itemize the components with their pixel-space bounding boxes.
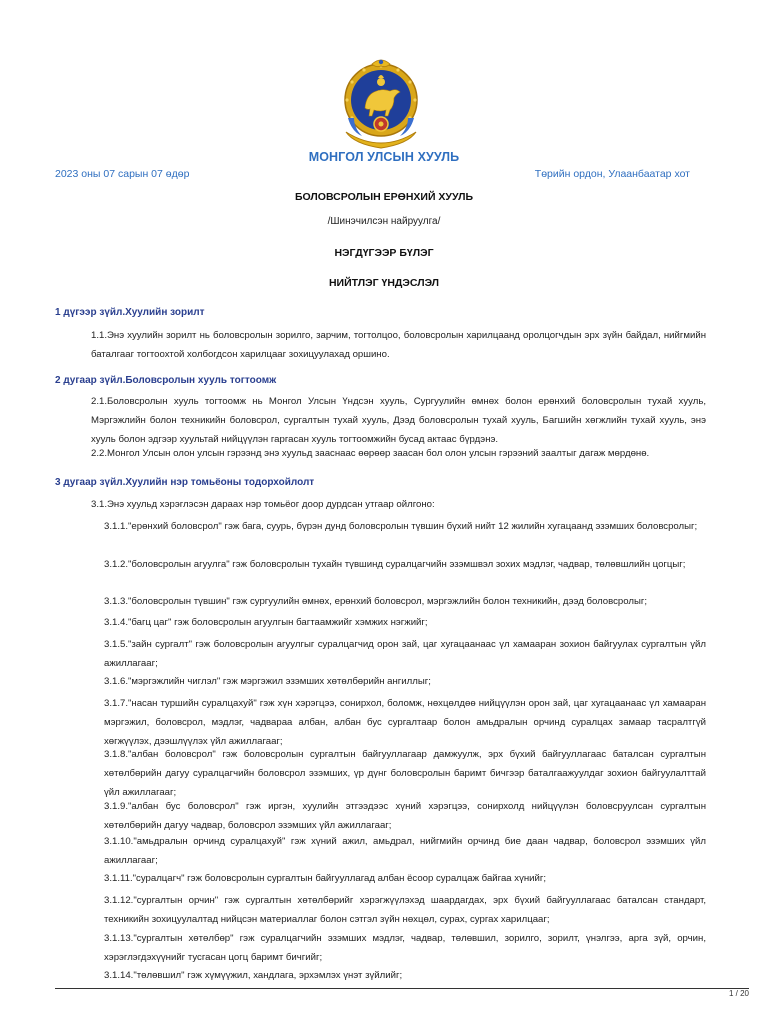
definition-3-1-6: 3.1.6."мэргэжлийн чиглэл" гэж мэргэжил эзэмших хөтөлбөрийн ангиллыг;: [104, 676, 431, 687]
definition-3-1-4: 3.1.4."багц цаг" гэж боловсролын агуулгын багтаамжийг хэмжих нэгжийг;: [104, 617, 428, 628]
definition-3-1-5: 3.1.5."зайн сургалт" гэж боловсролын агуулгыг суралцагчид орон зай, цаг хугацаанаас үл хамааран зохион байгуулах сургалтын үйл ажиллагааг;: [104, 639, 706, 669]
document-title: БОЛОВСРОЛЫН ЕРӨНХИЙ ХУУЛЬ: [294, 191, 474, 203]
adoption-place: Төрийн ордон, Улаанбаатар хот: [534, 168, 690, 180]
chapter-number: НЭГДҮГЭЭР БҮЛЭГ: [334, 247, 434, 259]
paragraph-2-2: 2.2.Монгол Улсын олон улсын гэрээнд энэ хуульд зааснаас өөрөөр заасан бол олон улсын гэрээний заалтыг дагаж мөрдөнө.: [91, 448, 650, 459]
definition-3-1-11: 3.1.11."суралцагч" гэж боловсролын сургалтын байгууллагад албан ёсоор суралцаж байгаа хүнийг;: [104, 873, 547, 884]
definition-3-1-9: 3.1.9."албан бус боловсрол" гэж иргэн, хуулийн этгээдээс хүний хэрэгцээ, сонирхолд нийцүүлэн боловсруулсан сургалтын хөтөлбөрийн дагуу чадвар, боловсрол эзэмших үйл ажиллагааг;: [104, 801, 706, 831]
article-3-heading: 3 дугаар зүйл.Хуулийн нэр томьёоны тодорхойлолт: [55, 477, 315, 488]
definition-3-1-3: 3.1.3."боловсролын түвшин" гэж сургуулийн өмнөх, ерөнхий боловсрол, мэргэжлийн болон техникийн, дээд боловсролыг;: [104, 596, 648, 607]
chapter-title: НИЙТЛЭГ ҮНДЭСЛЭЛ: [328, 277, 440, 289]
document-subtitle: /Шинэчилсэн найруулга/: [327, 216, 441, 227]
paragraph-1-1: 1.1.Энэ хуулийн зорилт нь боловсролын зорилго, зарчим, тогтолцоо, боловсролын харилцаанд оролцогчдын эрх зүйн байдал, нийгмийн баталгааг тогтоохтой холбогдсон харилцааг зохицуулахад оршино.: [91, 330, 706, 360]
footer-divider: [55, 988, 749, 989]
definition-3-1-2: 3.1.2."боловсролын агуулга" гэж боловсролын тухайн түвшинд суралцагчийн эзэмшвэл зохих мэдлэг, чадвар, төлөвшлийн цогцыг;: [104, 559, 686, 570]
definition-3-1-13: 3.1.13."сургалтын хөтөлбөр" гэж суралцагчийн эзэмших мэдлэг, чадвар, төлөвшил, зорилго, зорилт, үнэлгээ, арга зүй, орчин, хэрэглэгдэхүүнийг тусгасан цогц баримт бичгийг;: [104, 933, 706, 963]
paragraph-2-1: 2.1.Боловсролын хууль тогтоомж нь Монгол Улсын Үндсэн хууль, Сургуулийн өмнөх болон ерөнхий боловсролын тухай хууль, Мэргэжлийн болон техникийн боловсрол, сургалтын тухай хууль, Дээд боловсролын тухай хууль, Багшийн хөгжлийн тухай хууль, энэ хууль болон эдгээр хуультай нийцүүлэн гаргасан хууль тогтоомжийн бусад актаас бүрдэнэ.: [91, 396, 706, 445]
definition-3-1-7: 3.1.7."насан туршийн суралцахуй" гэж хүн хэрэгцээ, сонирхол, боломж, нөхцөлдөө нийцүүлэн орон зай, цаг хугацаанаас үл хамааран мэргэжил, боловсрол, мэдлэг, чадвараа албан, албан бус сургалтаар болон амьдралын орчинд суралцах замаар тасралтгүй хөгжүүлэх, дээшлүүлэх үйл ажиллагааг;: [104, 698, 706, 747]
adoption-date: 2023 оны 07 сарын 07 өдөр: [55, 168, 190, 180]
definition-3-1-1: 3.1.1."ерөнхий боловсрол" гэж бага, суурь, бүрэн дунд боловсролын түвшин бүхий нийт 12 жилийн хугацаанд эзэмших боловсролыг;: [104, 521, 698, 532]
article-1-heading: 1 дүгээр зүйл.Хуулийн зорилт: [55, 307, 205, 318]
article-2-heading: 2 дугаар зүйл.Боловсролын хууль тогтоомж: [55, 375, 277, 386]
law-type-title: МОНГОЛ УЛСЫН ХУУЛЬ: [308, 150, 460, 164]
paragraph-3-1: 3.1.Энэ хуульд хэрэглэсэн дараах нэр томьёог доор дурдсан утгаар ойлгоно:: [91, 499, 435, 510]
definition-3-1-12: 3.1.12."сургалтын орчин" гэж сургалтын хөтөлбөрийг хэрэгжүүлэхэд шаардагдах, эрх бүхий байгууллагаас баталсан стандарт, техникийн зохицуулалтад нийцсэн материаллаг болон сэтгэл зүйн нөхцөл, сурах, сургах харилцааг;: [104, 895, 706, 925]
definition-3-1-8: 3.1.8."албан боловсрол" гэж боловсролын сургалтын байгууллагаар дамжуулж, эрх бүхий байгууллагаас баталсан сургалтын хөтөлбөрийн дагуу суралцагчийн боловсрол эзэмших, үр дүнг боловсролын баримт бичгээр баталгаажуулдаг зохион байгуулалттай үйл ажиллагааг;: [104, 749, 706, 798]
definition-3-1-10: 3.1.10."амьдралын орчинд суралцахуй" гэж хүний ажил, амьдрал, нийгмийн орчинд бие даан чадвар, боловсрол эзэмших үйл ажиллагааг;: [104, 836, 706, 866]
page-number: 1 / 20: [728, 989, 749, 998]
mongolia-state-emblem-icon: [338, 58, 424, 150]
definition-3-1-14: 3.1.14."төлөвшил" гэж хүмүүжил, хандлага, эрхэмлэх үнэт зүйлийг;: [104, 970, 403, 981]
